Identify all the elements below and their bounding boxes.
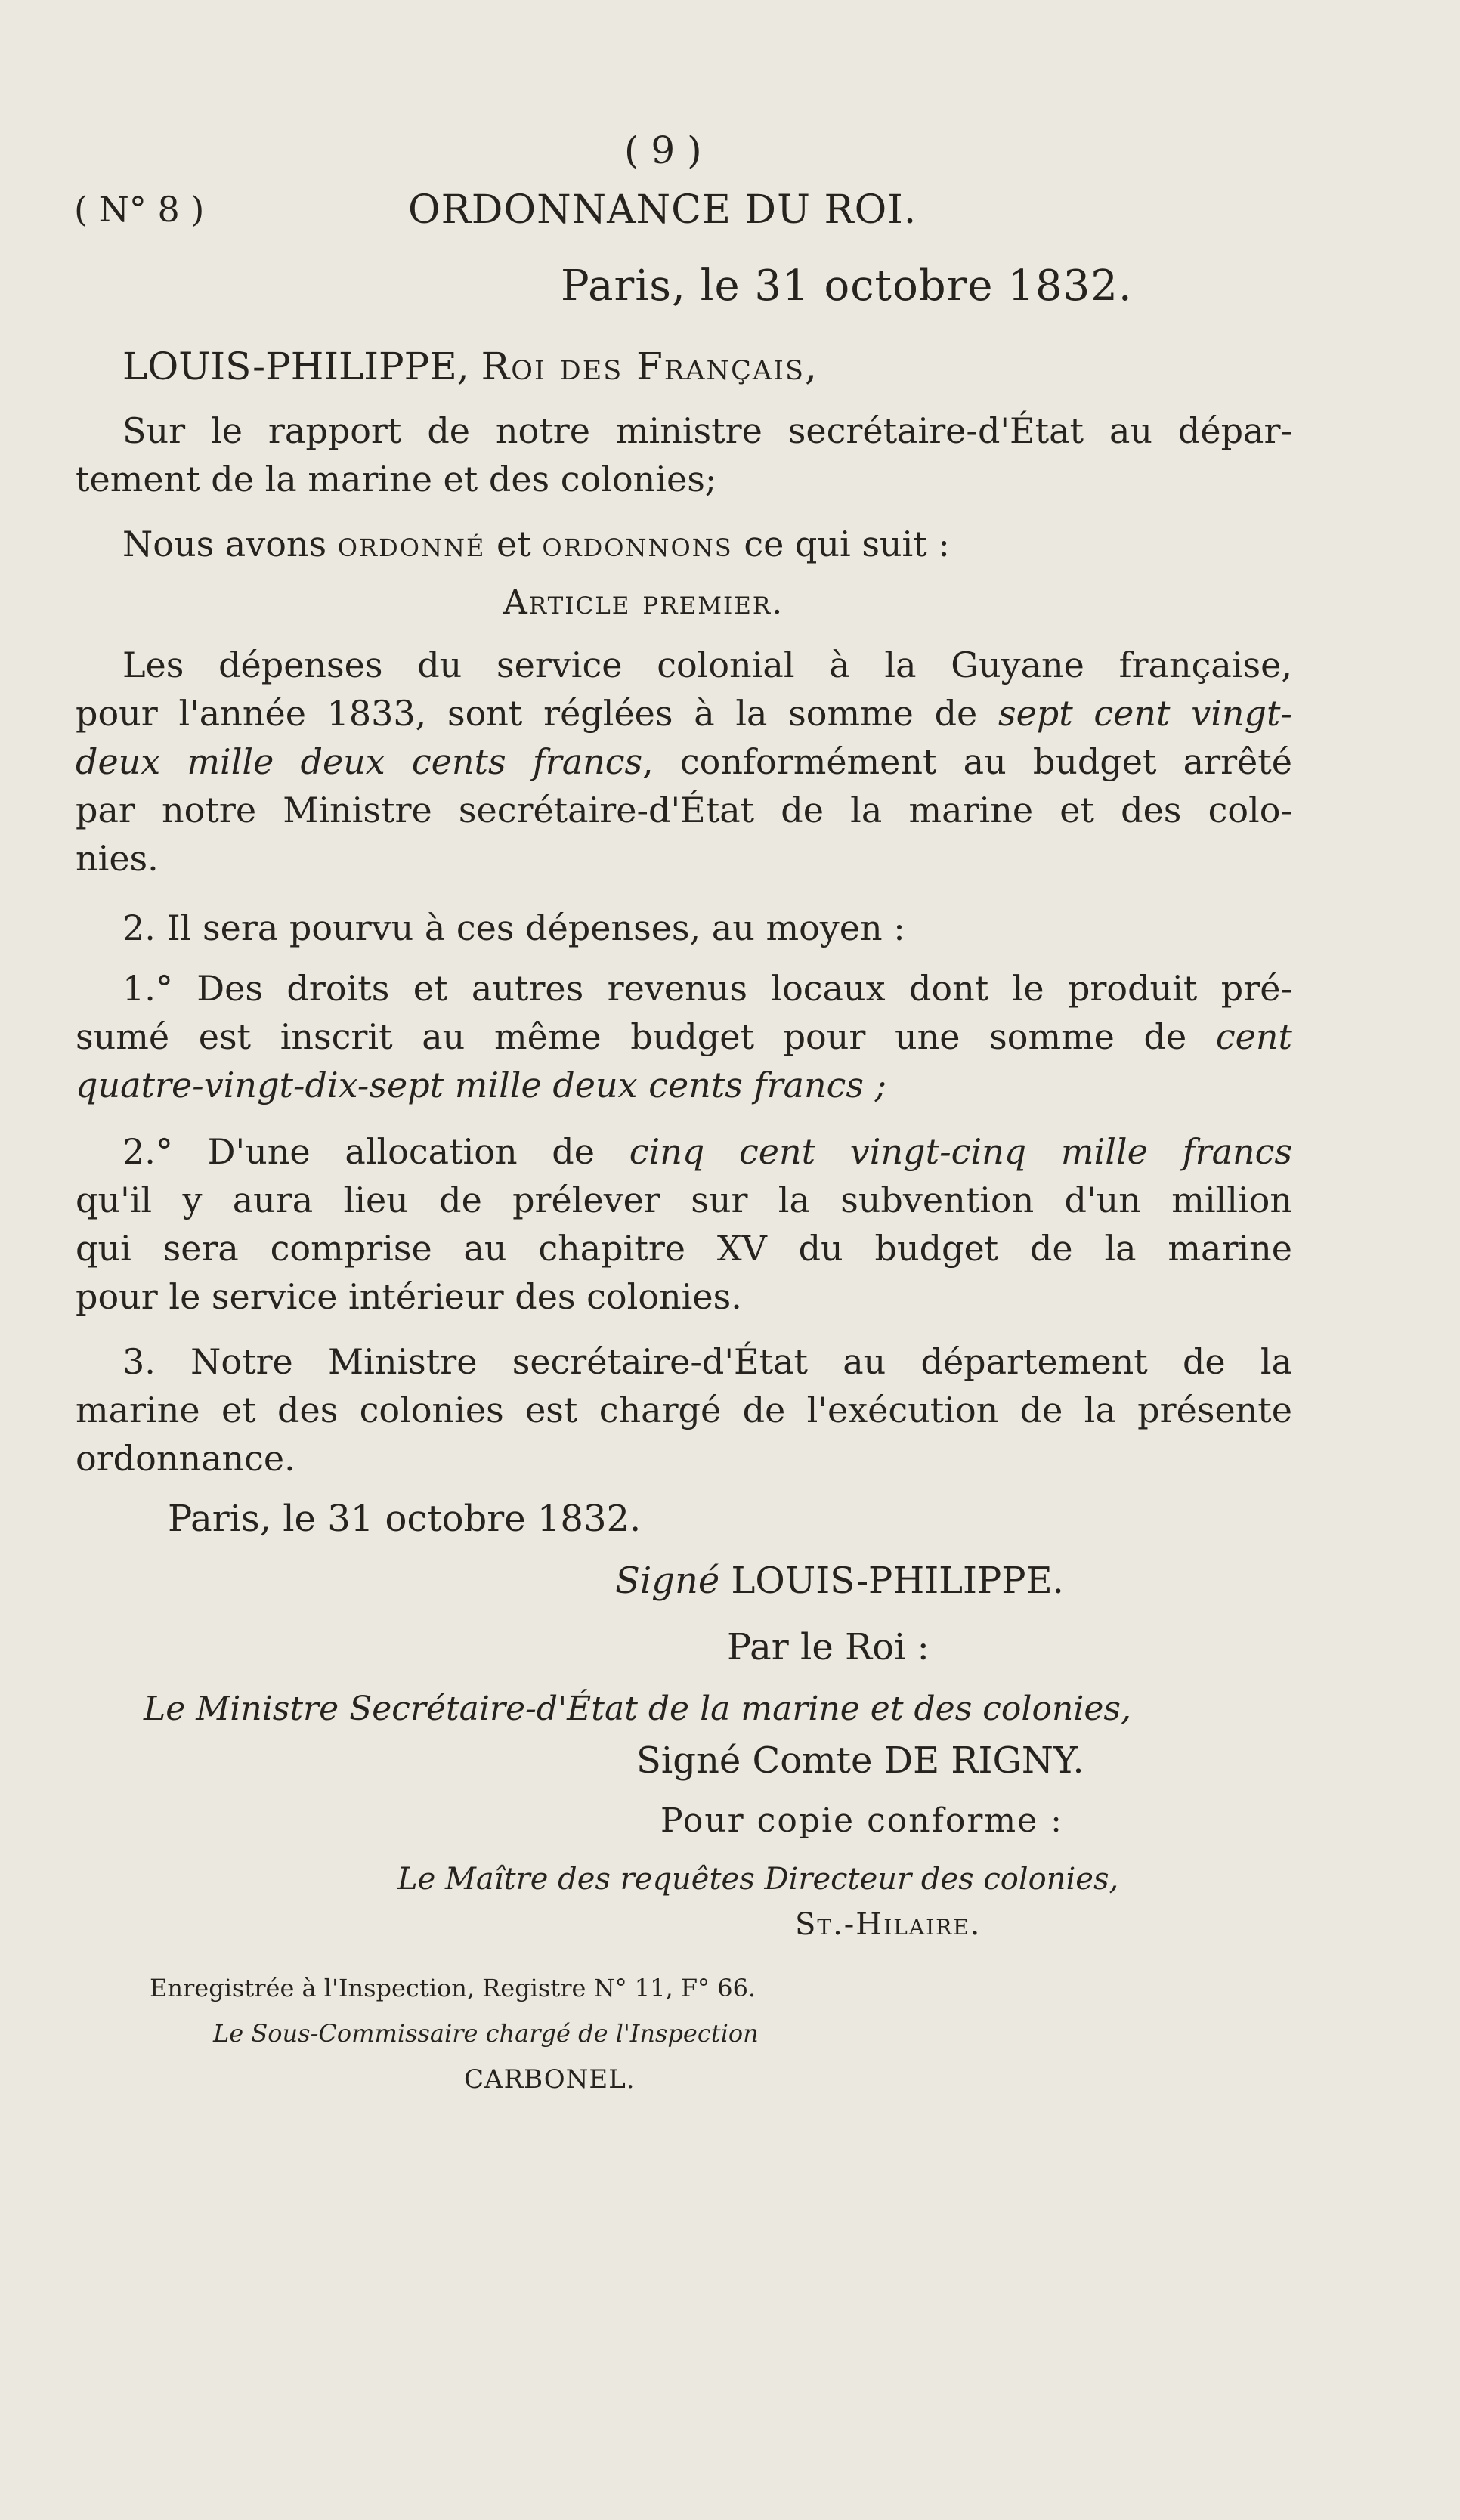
page-number: ( 9 ): [624, 128, 702, 172]
king-signed-word: Signé: [615, 1560, 720, 1602]
article-2: 2. Il sera pourvu à ces dépenses, au moyen :: [122, 908, 905, 948]
article-3: [76, 1337, 1292, 1483]
article-1-line-2-text: pour l'année 1833, sont réglées à la somme de: [76, 693, 978, 734]
king-name: LOUIS-PHILIPPE,: [122, 345, 469, 388]
article-1-line-3-text: , conformément au budget arrêté: [642, 741, 1292, 782]
preamble-line-2: tement de la marine et des colonies;: [76, 459, 717, 499]
item-1: [76, 964, 1292, 1109]
article-3-line-1: 3. Notre Ministre secrétaire-d'État au département de la: [122, 1341, 1292, 1382]
article-1-amount-part-2: deux mille deux cents francs: [76, 741, 643, 782]
item-2-line-4: pour le service intérieur des colonies.: [76, 1276, 742, 1317]
king-signature-name: LOUIS-PHILIPPE.: [731, 1560, 1064, 1602]
order-word-2: ordonnons: [542, 524, 733, 564]
document-number: ( N° 8 ): [74, 189, 205, 230]
preamble-line-1: Sur le rapport de notre ministre secrétaire-d'État au dépar-: [122, 410, 1292, 451]
article-1-line-2: [76, 689, 1292, 737]
order-line: [122, 520, 950, 568]
item-2: [76, 1127, 1292, 1321]
king-signature: [615, 1560, 1064, 1602]
closing-date: Paris, le 31 octobre 1832.: [168, 1498, 642, 1540]
director-name: St.-Hilaire.: [795, 1907, 982, 1942]
order-prefix: Nous avons: [122, 524, 327, 564]
item-2-line-1-text: 2.° D'une allocation de: [122, 1131, 595, 1172]
king-heading: [122, 345, 818, 388]
item-2-line-2: qu'il y aura lieu de prélever sur la subvention d'un million: [76, 1180, 1292, 1220]
par-le-roi: Par le Roi :: [727, 1626, 930, 1668]
item-1-line-1: 1.° Des droits et autres revenus locaux dont le produit pré-: [122, 968, 1292, 1009]
minister-title: Le Ministre Secrétaire-d'État de la marine et des colonies,: [144, 1690, 1131, 1728]
place-date: Paris, le 31 octobre 1832.: [561, 261, 1133, 311]
king-title: Roi des Français,: [481, 345, 818, 388]
order-and: et: [496, 524, 531, 564]
order-suffix: ce qui suit :: [744, 524, 950, 564]
article-1-amount-part-1: sept cent vingt-: [998, 693, 1293, 734]
article-1-line-4: par notre Ministre secrétaire-d'État de la marine et des colo-: [76, 790, 1292, 830]
article-3-line-2: marine et des colonies est chargé de l'exécution de la présente: [76, 1390, 1292, 1430]
item-1-amount-part-2: quatre-vingt-dix-sept mille deux cents francs ;: [76, 1065, 887, 1105]
copy-conforme: Pour copie conforme :: [660, 1801, 1063, 1840]
item-1-line-2: [76, 1013, 1292, 1061]
item-1-amount-part-1: cent: [1215, 1016, 1292, 1057]
commissary-title: Le Sous-Commissaire chargé de l'Inspection: [213, 2019, 759, 2048]
article-1-line-5: nies.: [76, 838, 159, 879]
order-word-1: ordonné: [337, 524, 486, 564]
director-title: Le Maître des requêtes Directeur des colonies,: [397, 1862, 1119, 1897]
article-1-line-3: [76, 737, 1292, 786]
document-title: ORDONNANCE DU ROI.: [408, 187, 917, 233]
article-3-line-3: ordonnance.: [76, 1438, 295, 1479]
registration-note: Enregistrée à l'Inspection, Registre N° 11, F° 66.: [150, 1974, 756, 2002]
article-1-line-1: Les dépenses du service colonial à la Guyane française,: [122, 645, 1292, 685]
minister-signature: Signé Comte DE RIGNY.: [636, 1739, 1084, 1782]
commissary-name: CARBONEL.: [464, 2064, 636, 2095]
article-1: [76, 641, 1292, 883]
article-heading: Article premier.: [503, 583, 784, 622]
item-1-line-2-text: sumé est inscrit au même budget pour une somme de: [76, 1016, 1187, 1057]
preamble: [76, 407, 1292, 503]
item-2-line-1: [76, 1127, 1292, 1176]
item-2-line-3: qui sera comprise au chapitre XV du budget de la marine: [76, 1228, 1292, 1269]
item-2-amount: cinq cent vingt-cinq mille francs: [629, 1131, 1293, 1172]
